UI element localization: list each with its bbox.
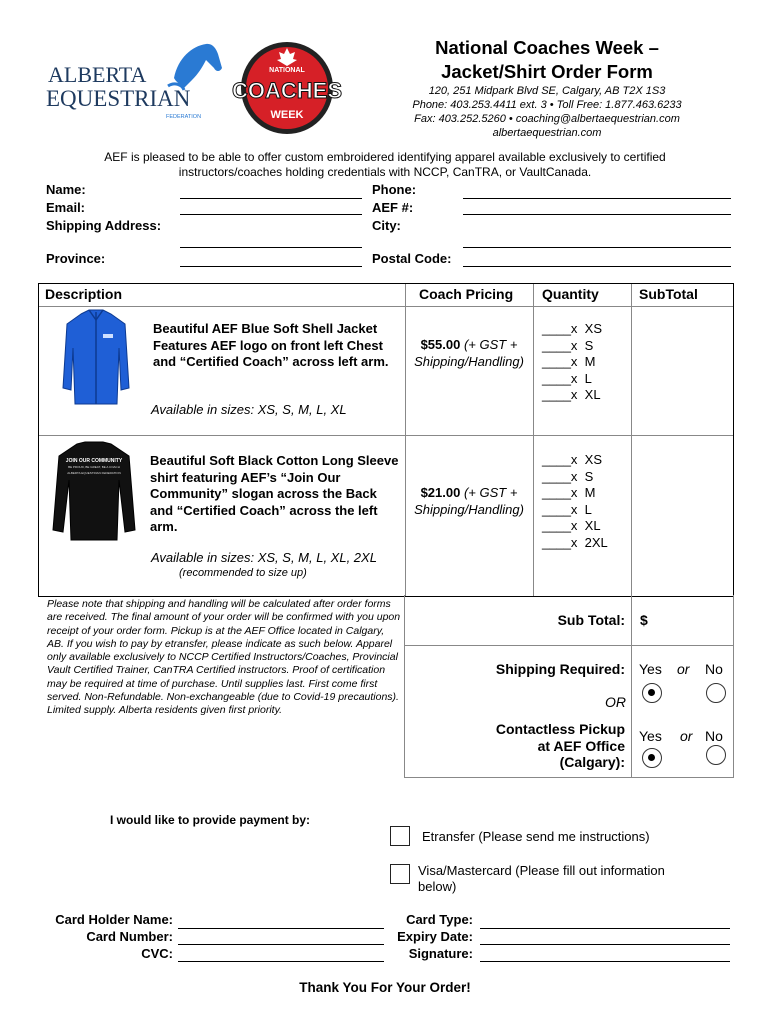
contact-info: [390, 84, 704, 140]
qty-blank[interactable]: ____x: [542, 321, 578, 336]
pickup-line-3: (Calgary):: [559, 754, 625, 770]
pickup-no-radio[interactable]: [706, 745, 726, 765]
size-label: M: [584, 354, 596, 369]
shirt-print-line-2: BE PROUD, BE GREAT, BE A COACH: [68, 465, 120, 469]
cvc-label: CVC:: [141, 946, 173, 961]
website-text: albertaequestrian.com: [492, 127, 602, 139]
card-holder-label: Card Holder Name:: [55, 912, 173, 927]
size-label: XL: [584, 518, 601, 533]
qty-blank[interactable]: ____x: [542, 518, 578, 533]
size-label: S: [584, 468, 594, 484]
product-2-price: [407, 485, 531, 518]
product-1-quantity: [542, 321, 602, 404]
logo-text-federation: FEDERATION: [166, 114, 202, 120]
qty-blank[interactable]: ____x: [542, 337, 578, 353]
shipping-required-label: Shipping Required:: [495, 661, 625, 677]
qty-row-xl[interactable]: [542, 387, 602, 404]
postal-code-label: Postal Code:: [372, 251, 452, 266]
size-label: S: [584, 337, 594, 353]
etransfer-label: Etransfer (Please send me instructions): [422, 829, 650, 844]
address-text: 120, 251 Midpark Blvd SE, Calgary, AB T2X 1S3: [428, 85, 666, 97]
aef-logo: [46, 40, 224, 120]
phone-label: Phone:: [372, 182, 417, 197]
qty-blank[interactable]: ____x: [542, 468, 578, 484]
size-label: M: [584, 485, 596, 500]
signature-label: Signature:: [408, 946, 473, 961]
phone-text: Phone: 403.253.4411 ext. 3 • Toll Free: 1.877.463.6233: [412, 99, 682, 111]
col-description: Description: [45, 286, 123, 302]
qty-row-2xl[interactable]: [542, 535, 608, 552]
product-2-price-note-2: Shipping/Handling): [414, 501, 524, 517]
col-subtotal: SubTotal: [639, 286, 698, 302]
black-shirt-image: [49, 440, 139, 544]
expiry-date-label: Expiry Date:: [397, 929, 473, 944]
product-2-description: Beautiful Soft Black Cotton Long Sleeve shirt featuring AEF’s “Join Our Community” slogan across the Back and “Certified Coach” across the left arm.: [150, 453, 399, 534]
size-label: XS: [584, 452, 602, 467]
aef-number-label: AEF #:: [372, 200, 414, 215]
qty-blank[interactable]: ____x: [542, 501, 578, 517]
order-note: Please note that shipping and handling will be calculated after order forms are received. The final amount of your order will be confirmed with you upon receipt of your order form. Pickup is at the AEF Office located in Calgary, AB. If you wish to pay by etransfer, please indicate as such below. Apparel only available exclusively to NCCP Certified Instructors/Coaches, Provincial Vault Certified Trainer, CanTRA Certified instructors. Proof of certification may be required at time of purchase. Until supplies last. First come first served. Non-Refundable. Non-exchangeable (due to Covid-19 precautions). Limited supply. Alberta residents given first priority.: [47, 598, 401, 717]
size-label: L: [584, 501, 592, 517]
qty-row-s[interactable]: [542, 469, 608, 486]
subtotal-currency: $: [640, 612, 648, 628]
pickup-line-2: at AEF Office: [537, 737, 625, 754]
subtotal-label: Sub Total:: [557, 612, 625, 628]
pickup-line-1: Contactless Pickup: [495, 721, 625, 737]
qty-row-xs[interactable]: [542, 321, 602, 338]
size-label: L: [584, 370, 592, 386]
form-title: [395, 36, 699, 84]
signature-field[interactable]: [480, 961, 730, 962]
province-label: Province:: [46, 251, 106, 266]
postal-code-field[interactable]: [463, 266, 731, 267]
qty-blank[interactable]: ____x: [542, 354, 578, 369]
shipping-yes-label: Yes: [639, 661, 662, 677]
size-label: XL: [584, 387, 601, 402]
order-table: [38, 283, 734, 597]
qty-row-m[interactable]: [542, 354, 602, 371]
name-field[interactable]: [180, 198, 362, 199]
qty-blank[interactable]: ____x: [542, 485, 578, 500]
product-2-size-note: (recommended to size up): [179, 567, 307, 579]
card-holder-field[interactable]: [178, 928, 384, 929]
province-field[interactable]: [180, 266, 362, 267]
city-field[interactable]: [463, 247, 731, 248]
logo-text-coaches: COACHES: [232, 78, 342, 103]
product-1-price-note-2: Shipping/Handling): [414, 353, 524, 369]
payment-heading: I would like to provide payment by:: [110, 813, 311, 827]
visa-line-1: Visa/Mastercard (Please fill out information: [418, 863, 665, 878]
size-label: XS: [584, 321, 602, 336]
card-number-label: Card Number:: [86, 929, 173, 944]
logo-text-alberta: ALBERTA: [48, 62, 147, 87]
visa-mastercard-label: [418, 863, 665, 895]
visa-mastercard-checkbox[interactable]: [390, 864, 410, 884]
col-quantity: Quantity: [542, 286, 599, 302]
product-2-sizes: Available in sizes: XS, S, M, L, XL, 2XL: [151, 550, 377, 565]
blue-jacket-image: [59, 308, 133, 408]
email-label: Email:: [46, 200, 86, 215]
qty-blank[interactable]: ____x: [542, 534, 578, 550]
product-2-quantity: [542, 452, 608, 551]
product-2-price-value: $21.00: [420, 485, 461, 500]
shipping-address-field[interactable]: [180, 247, 362, 248]
summary-box: [404, 595, 734, 778]
product-1-price: [407, 337, 531, 370]
title-line-2: Jacket/Shirt Order Form: [441, 61, 653, 82]
title-line-1: National Coaches Week –: [435, 37, 659, 58]
qty-blank[interactable]: ____x: [542, 387, 578, 402]
fax-email-text: Fax: 403.252.5260 • coaching@albertaequestrian.com: [414, 113, 680, 125]
qty-blank[interactable]: ____x: [542, 452, 578, 467]
pickup-no-label: No: [705, 728, 723, 744]
qty-row-l[interactable]: [542, 371, 602, 388]
card-number-field[interactable]: [178, 944, 384, 945]
pickup-yes-radio[interactable]: [642, 748, 662, 768]
or-divider: OR: [605, 694, 626, 710]
shipping-yes-radio[interactable]: [642, 683, 662, 703]
qty-row-xl[interactable]: [542, 518, 608, 535]
city-label: City:: [372, 218, 401, 233]
qty-row-xs[interactable]: [542, 452, 608, 469]
product-1-sizes: Available in sizes: XS, S, M, L, XL: [151, 402, 347, 417]
product-1-description: Beautiful AEF Blue Soft Shell Jacket Features AEF logo on front left Chest and “Certified Coach” across left arm.: [153, 321, 389, 369]
email-field[interactable]: [180, 214, 362, 215]
ncw-logo: [232, 40, 342, 136]
shipping-no-label: No: [705, 661, 723, 677]
product-1-price-value: $55.00: [420, 337, 461, 352]
shirt-print-line-1: JOIN OUR COMMUNITY: [65, 458, 123, 464]
logo-text-week: WEEK: [270, 109, 304, 121]
logo-text-national: NATIONAL: [269, 67, 305, 74]
shipping-or-label: or: [677, 661, 690, 677]
shipping-address-label: Shipping Address:: [46, 218, 162, 233]
pickup-label: [405, 721, 625, 771]
product-2-price-note: (+ GST +: [460, 485, 518, 500]
col-coach-pricing: Coach Pricing: [419, 286, 514, 302]
shirt-print-line-3: ALBERTA EQUESTRIAN FEDERATION: [67, 471, 121, 475]
intro-text: AEF is pleased to be able to offer custom embroidered identifying apparel available exclusively to certified instructors/coaches holding credentials with NCCP, CanTRA, or VaultCanada.: [104, 150, 666, 179]
qty-blank[interactable]: ____x: [542, 370, 578, 386]
aef-number-field[interactable]: [463, 214, 731, 215]
size-label: 2XL: [584, 534, 608, 550]
name-label: Name:: [46, 182, 86, 197]
qty-row-m[interactable]: [542, 485, 608, 502]
thank-you-footer: Thank You For Your Order!: [299, 980, 471, 995]
etransfer-checkbox[interactable]: [390, 826, 410, 846]
cvc-field[interactable]: [178, 961, 384, 962]
card-type-field[interactable]: [480, 928, 730, 929]
shipping-no-radio[interactable]: [706, 683, 726, 703]
visa-line-2: below): [418, 879, 457, 894]
card-type-label: Card Type:: [406, 912, 473, 927]
expiry-date-field[interactable]: [480, 944, 730, 945]
qty-row-l[interactable]: [542, 502, 608, 519]
product-1-price-note: (+ GST +: [460, 337, 518, 352]
pickup-or-label: or: [680, 728, 693, 744]
phone-field[interactable]: [463, 198, 731, 199]
qty-row-s[interactable]: [542, 338, 602, 355]
logo-text-equestrian: EQUESTRIAN: [46, 86, 191, 111]
pickup-yes-label: Yes: [639, 728, 662, 744]
